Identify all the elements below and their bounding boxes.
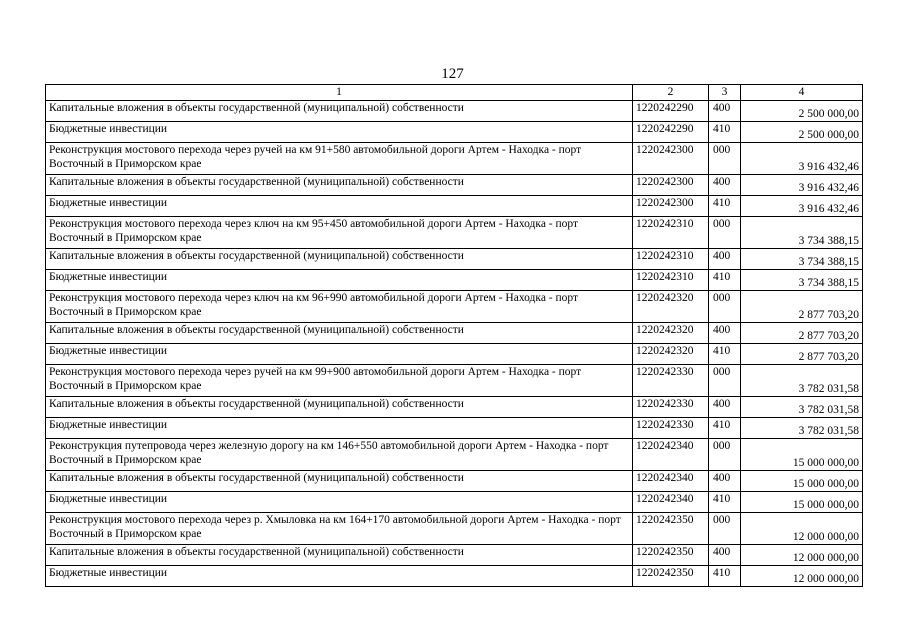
table-row bbox=[46, 101, 863, 122]
row-vr: 400 bbox=[709, 323, 741, 344]
row-name: Бюджетные инвестиции bbox=[46, 122, 633, 143]
table-row bbox=[46, 365, 863, 397]
table-row bbox=[46, 471, 863, 492]
row-code: 1220242350 bbox=[633, 545, 709, 566]
row-code: 1220242330 bbox=[633, 397, 709, 418]
header-col-sum: 4 bbox=[741, 85, 863, 101]
table-row bbox=[46, 418, 863, 439]
row-name: Бюджетные инвестиции bbox=[46, 344, 633, 365]
row-name: Капитальные вложения в объекты государственной (муниципальной) собственности bbox=[46, 323, 633, 344]
row-code: 1220242340 bbox=[633, 439, 709, 471]
row-sum: 12 000 000,00 bbox=[741, 513, 863, 545]
budget-table bbox=[45, 84, 863, 587]
row-name: Бюджетные инвестиции bbox=[46, 270, 633, 291]
row-code: 1220242340 bbox=[633, 492, 709, 513]
row-code: 1220242350 bbox=[633, 513, 709, 545]
row-vr: 400 bbox=[709, 545, 741, 566]
row-sum: 3 916 432,46 bbox=[741, 143, 863, 175]
row-name: Реконструкция мостового перехода через ключ на км 95+450 автомобильной дороги Артем - Находка - порт Восточный в Приморском крае bbox=[46, 217, 633, 249]
table-row bbox=[46, 143, 863, 175]
table-row bbox=[46, 249, 863, 270]
row-sum: 2 500 000,00 bbox=[741, 122, 863, 143]
row-name: Бюджетные инвестиции bbox=[46, 418, 633, 439]
table-row bbox=[46, 175, 863, 196]
header-col-name: 1 bbox=[46, 85, 633, 101]
row-name: Капитальные вложения в объекты государственной (муниципальной) собственности bbox=[46, 397, 633, 418]
table-body bbox=[46, 101, 863, 587]
row-code: 1220242320 bbox=[633, 323, 709, 344]
row-name: Капитальные вложения в объекты государственной (муниципальной) собственности bbox=[46, 471, 633, 492]
page-number: 127 bbox=[441, 66, 464, 82]
row-sum: 12 000 000,00 bbox=[741, 566, 863, 587]
row-vr: 400 bbox=[709, 397, 741, 418]
row-sum: 3 916 432,46 bbox=[741, 196, 863, 217]
row-vr: 400 bbox=[709, 471, 741, 492]
row-sum: 15 000 000,00 bbox=[741, 471, 863, 492]
row-code: 1220242330 bbox=[633, 418, 709, 439]
table-row bbox=[46, 270, 863, 291]
row-vr: 400 bbox=[709, 101, 741, 122]
row-sum: 15 000 000,00 bbox=[741, 492, 863, 513]
table-row bbox=[46, 566, 863, 587]
row-name: Реконструкция мостового перехода через ручей на км 91+580 автомобильной дороги Артем - Находка - порт Восточный в Приморском крае bbox=[46, 143, 633, 175]
row-code: 1220242290 bbox=[633, 101, 709, 122]
row-vr: 000 bbox=[709, 143, 741, 175]
row-name: Капитальные вложения в объекты государственной (муниципальной) собственности bbox=[46, 545, 633, 566]
table-row bbox=[46, 439, 863, 471]
table-row bbox=[46, 397, 863, 418]
table-row bbox=[46, 122, 863, 143]
table-row bbox=[46, 217, 863, 249]
row-name: Капитальные вложения в объекты государственной (муниципальной) собственности bbox=[46, 175, 633, 196]
row-sum: 3 782 031,58 bbox=[741, 397, 863, 418]
row-name: Капитальные вложения в объекты государственной (муниципальной) собственности bbox=[46, 101, 633, 122]
row-code: 1220242310 bbox=[633, 249, 709, 270]
row-vr: 000 bbox=[709, 217, 741, 249]
row-sum: 3 782 031,58 bbox=[741, 418, 863, 439]
row-vr: 000 bbox=[709, 439, 741, 471]
row-name: Бюджетные инвестиции bbox=[46, 196, 633, 217]
row-vr: 410 bbox=[709, 566, 741, 587]
row-vr: 000 bbox=[709, 365, 741, 397]
row-code: 1220242300 bbox=[633, 196, 709, 217]
table-header-row bbox=[46, 85, 863, 101]
header-col-code: 2 bbox=[633, 85, 709, 101]
header-col-vr: 3 bbox=[709, 85, 741, 101]
table-row bbox=[46, 344, 863, 365]
row-code: 1220242310 bbox=[633, 217, 709, 249]
row-sum: 3 916 432,46 bbox=[741, 175, 863, 196]
table-row bbox=[46, 323, 863, 344]
table-row bbox=[46, 196, 863, 217]
row-vr: 000 bbox=[709, 291, 741, 323]
row-sum: 3 782 031,58 bbox=[741, 365, 863, 397]
row-code: 1220242330 bbox=[633, 365, 709, 397]
row-vr: 410 bbox=[709, 492, 741, 513]
row-vr: 410 bbox=[709, 270, 741, 291]
row-code: 1220242340 bbox=[633, 471, 709, 492]
row-name: Реконструкция мостового перехода через р. Хмыловка на км 164+170 автомобильной дороги Артем - Находка - порт Восточный в Приморском крае bbox=[46, 513, 633, 545]
row-sum: 3 734 388,15 bbox=[741, 270, 863, 291]
row-sum: 3 734 388,15 bbox=[741, 217, 863, 249]
row-sum: 2 877 703,20 bbox=[741, 344, 863, 365]
row-code: 1220242300 bbox=[633, 175, 709, 196]
table-row bbox=[46, 513, 863, 545]
row-sum: 12 000 000,00 bbox=[741, 545, 863, 566]
row-sum: 3 734 388,15 bbox=[741, 249, 863, 270]
row-code: 1220242300 bbox=[633, 143, 709, 175]
row-code: 1220242350 bbox=[633, 566, 709, 587]
row-vr: 410 bbox=[709, 344, 741, 365]
row-code: 1220242320 bbox=[633, 344, 709, 365]
row-name: Бюджетные инвестиции bbox=[46, 566, 633, 587]
table-row bbox=[46, 291, 863, 323]
row-vr: 410 bbox=[709, 122, 741, 143]
row-sum: 15 000 000,00 bbox=[741, 439, 863, 471]
row-name: Капитальные вложения в объекты государственной (муниципальной) собственности bbox=[46, 249, 633, 270]
row-sum: 2 877 703,20 bbox=[741, 291, 863, 323]
row-vr: 400 bbox=[709, 249, 741, 270]
row-sum: 2 500 000,00 bbox=[741, 101, 863, 122]
row-sum: 2 877 703,20 bbox=[741, 323, 863, 344]
table-row bbox=[46, 545, 863, 566]
row-code: 1220242310 bbox=[633, 270, 709, 291]
row-vr: 410 bbox=[709, 196, 741, 217]
row-name: Реконструкция путепровода через железную дорогу на км 146+550 автомобильной дороги Артем - Находка - порт Восточный в Приморском крае bbox=[46, 439, 633, 471]
row-code: 1220242320 bbox=[633, 291, 709, 323]
row-name: Бюджетные инвестиции bbox=[46, 492, 633, 513]
row-name: Реконструкция мостового перехода через ключ на км 96+990 автомобильной дороги Артем - Находка - порт Восточный в Приморском крае bbox=[46, 291, 633, 323]
table-row bbox=[46, 492, 863, 513]
row-vr: 000 bbox=[709, 513, 741, 545]
row-vr: 410 bbox=[709, 418, 741, 439]
row-vr: 400 bbox=[709, 175, 741, 196]
row-name: Реконструкция мостового перехода через ручей на км 99+900 автомобильной дороги Артем - Находка - порт Восточный в Приморском крае bbox=[46, 365, 633, 397]
row-code: 1220242290 bbox=[633, 122, 709, 143]
